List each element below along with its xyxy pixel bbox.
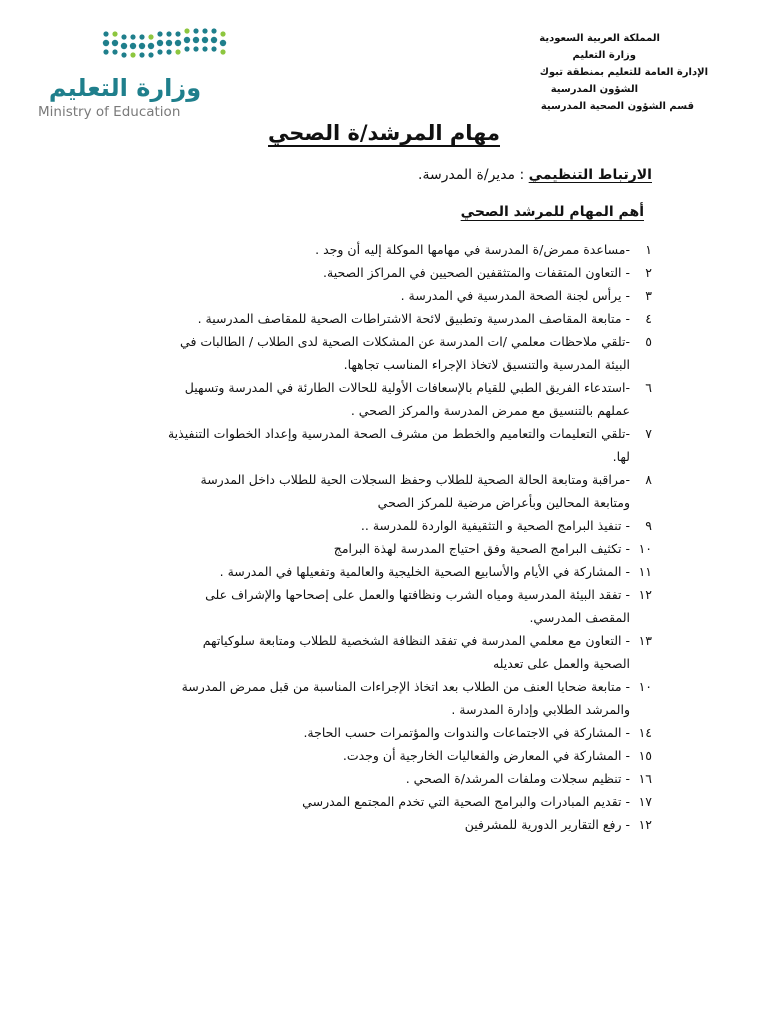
list-item [132,537,652,560]
list-item [132,468,652,491]
list-item-text: - تقديم المبادرات والبرامج الصحية التي تخدم المجتمع المدرسي [302,794,630,809]
list-item-text: - متابعة المقاصف المدرسية وتطبيق لائحة الاشتراطات الصحية للمقاصف المدرسية . [197,311,630,326]
logo-dot [202,46,207,51]
list-item-text: - التعاون مع معلمي المدرسة في تفقد النظافة الشخصية للطلاب ومتابعة سلوكياتهم [202,633,630,648]
list-item-text: - يرأس لجنة الصحة المدرسية في المدرسة . [400,288,630,303]
list-item-number: ٦ [645,380,652,395]
list-item [132,721,652,744]
org-link-label: الارتباط التنظيمي [528,167,652,183]
logo-dot [175,31,180,36]
list-item-text: -استدعاء الفريق الطبي للقيام بالإسعافات الأولية للحالات الطارئة في المدرسة وتسهيل [184,380,630,395]
logo-dot [121,52,126,57]
list-item [132,261,652,284]
logo-dot [202,37,208,43]
logo-dot [148,43,154,49]
list-item-text: - تكثيف البرامج الصحية وفق احتياج المدرسة لهذة البرامج [333,541,630,556]
logo-dot [166,40,172,46]
list-item-text: لها. [612,449,630,464]
list-item [132,813,652,836]
logo-dot [139,43,145,49]
list-item-text: -تلقي التعليمات والتعاميم والخطط من مشرف الصحة المدرسية وإعداد الخطوات التنفيذية [167,426,630,441]
logo-dot [130,34,135,39]
logo-dot [103,31,108,36]
logo-dots-icon [100,28,232,68]
list-item-number: ٨ [645,472,652,487]
list-item-text: - المشاركة في المعارض والفعاليات الخارجية أن وجدت. [342,748,630,763]
official-header [448,30,708,115]
list-item-number: ١٧ [638,794,652,809]
list-item-number: ١١ [638,564,652,579]
logo-dot [184,46,189,51]
logo-dot [139,34,144,39]
logo-dot [103,40,109,46]
list-item-number: ٢ [645,265,652,280]
logo-dot [211,37,217,43]
list-item [132,399,652,422]
list-item-text: عملهم بالتنسيق مع ممرض المدرسة والمركز الصحي . [350,403,630,418]
header-admin: الإدارة العامة للتعليم بمنطقة تبوك [539,67,708,78]
page-title [0,121,768,145]
list-item-number: ١٦ [638,771,652,786]
list-item-number: ٧ [645,426,652,441]
list-item-number: ١٥ [638,748,652,763]
list-item-number: ٩ [645,518,652,533]
list-item [132,422,652,445]
list-item-text: - رفع التقارير الدورية للمشرفين [464,817,630,832]
logo-dot [184,37,190,43]
list-item [132,744,652,767]
list-item-number: ٥ [645,334,652,349]
logo-dot [130,43,136,49]
logo-dot [112,31,117,36]
list-item [132,606,652,629]
list-item-number: ٤ [645,311,652,326]
logo-dot [121,34,126,39]
logo-dot [202,28,207,33]
logo-dot [166,49,171,54]
list-item-text: - التعاون المتقفات والمتثقفين الصحيين في المراكز الصحية. [323,265,630,280]
header-affairs: الشؤون المدرسية [550,84,638,95]
list-item-text: -تلقي ملاحظات معلمي /ات المدرسة عن المشكلات الصحية لدى الطلاب / الطالبات في [180,334,630,349]
logo-dot [157,40,163,46]
list-item-text: الصحية والعمل على تعديله [492,656,630,671]
logo-dot [157,31,162,36]
page-title-text: مهام المرشد/ة الصحي [268,121,500,145]
list-item-text: البيئة المدرسية والتنسيق لاتخاذ الإجراء المناسب تجاهها. [343,357,630,372]
org-link-value: : مدير/ة المدرسة. [418,167,529,183]
list-item [132,767,652,790]
logo-dot [175,49,180,54]
logo-dot [121,43,127,49]
list-item-text: - تفقد البيئة المدرسية ومياه الشرب ونظافتها والعمل على إصحاحها والإشراف على [205,587,630,602]
list-item [132,790,652,813]
logo-dot [184,28,189,33]
list-item-text: - المشاركة في الأيام والأسابيع الصحية الخليجية والعالمية وتفعيلها في المدرسة . [219,564,630,579]
list-item [132,376,652,399]
header-ministry: وزارة التعليم [572,50,636,61]
list-item-text: - تنظيم سجلات وملفات المرشد/ة الصحي . [405,771,630,786]
list-item [132,238,652,261]
section-heading: أهم المهام للمرشد الصحي [460,204,644,220]
header-department: قسم الشؤون الصحية المدرسية [540,101,694,112]
list-item-text: - تنفيذ البرامج الصحية و التثقيفية الواردة للمدرسة .. [360,518,630,533]
logo-dot [220,49,225,54]
logo-dot [139,52,144,57]
list-item-text: ومتابعة المحالين وبأعراض مرضية للمركز الصحي [377,495,630,510]
list-item [132,652,652,675]
list-item-number: ١٣ [638,633,652,648]
list-item [132,675,652,698]
list-item-text: -مساعدة ممرض/ة المدرسة في مهامها الموكلة إليه أن وجد . [315,242,630,257]
list-item [132,583,652,606]
list-item [132,560,652,583]
logo-dot [148,34,153,39]
logo-dot [193,37,199,43]
logo-dot [148,52,153,57]
list-item-text: المقصف المدرسي. [529,610,630,625]
task-list [132,238,652,836]
logo-dot [211,46,216,51]
list-item [132,284,652,307]
list-item-number: ١٢ [638,817,652,832]
logo-dot [112,49,117,54]
logo-arabic-name: وزارة التعليم [48,74,202,102]
logo-english-name: Ministry of Education [38,104,181,120]
org-link [418,167,652,183]
list-item [132,491,652,514]
logo-dot [130,52,135,57]
logo-dot [166,31,171,36]
list-item [132,698,652,721]
header-kingdom: المملكة العربية السعودية [539,33,660,44]
list-item [132,353,652,376]
list-item-number: ١٢ [638,587,652,602]
list-item [132,330,652,353]
list-item [132,307,652,330]
logo-dot [157,49,162,54]
list-item-number: ١ [645,242,652,257]
logo-dot [112,40,118,46]
ministry-logo [38,28,238,128]
list-item [132,514,652,537]
logo-dot [211,28,216,33]
list-item-text: - متابعة ضحايا العنف من الطلاب بعد اتخاذ الإجراءات المناسبة من قبل ممرض المدرسة [181,679,630,694]
logo-dot [220,40,226,46]
list-item [132,445,652,468]
logo-dot [193,46,198,51]
logo-dot [193,28,198,33]
list-item-text: - المشاركة في الاجتماعات والندوات والمؤتمرات حسب الحاجة. [303,725,630,740]
list-item-number: ١٤ [638,725,652,740]
list-item-text: والمرشد الطلابي وإدارة المدرسة . [451,702,630,717]
list-item-number: ١٠ [638,679,652,694]
logo-dot [175,40,181,46]
logo-dot [103,49,108,54]
list-item-text: -مراقبة ومتابعة الحالة الصحية للطلاب وحفظ السجلات الحية للطلاب داخل المدرسة [200,472,630,487]
list-item-number: ١٠ [638,541,652,556]
logo-dot [220,31,225,36]
list-item [132,629,652,652]
list-item-number: ٣ [645,288,652,303]
